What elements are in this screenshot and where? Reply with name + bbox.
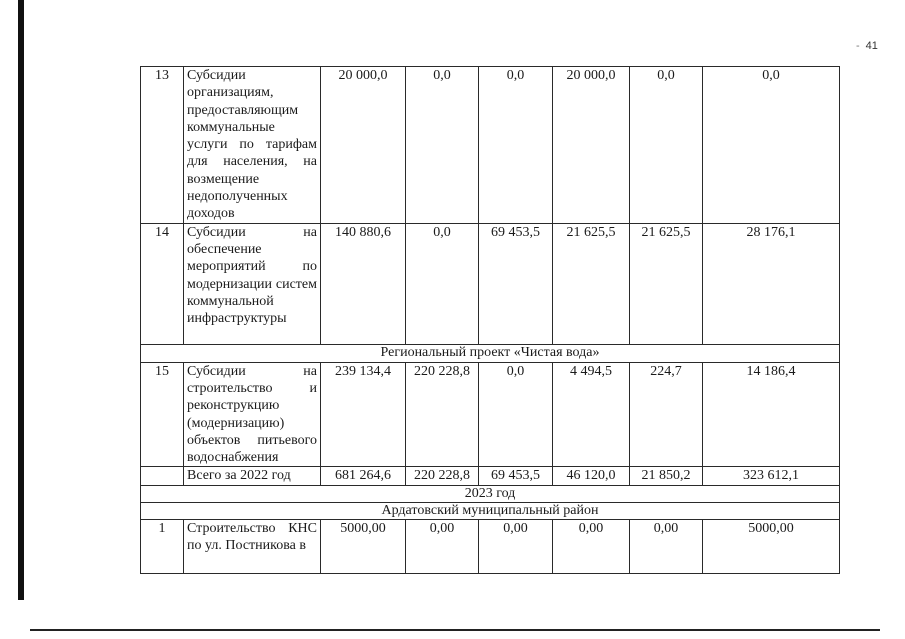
row-name: Строительство КНС по ул. Постникова в: [184, 519, 321, 573]
value-cell: 21 625,5: [553, 223, 630, 344]
total-number-cell: [141, 467, 184, 485]
row-number: 14: [141, 223, 184, 344]
total-row: [141, 467, 840, 485]
value-cell: 4 494,5: [553, 362, 630, 467]
value-cell: 0,0: [703, 67, 840, 224]
section-row: [141, 344, 840, 362]
value-cell: 0,00: [406, 519, 479, 573]
value-cell: 0,0: [479, 67, 553, 224]
value-cell: 21 625,5: [630, 223, 703, 344]
total-value: 46 120,0: [553, 467, 630, 485]
value-cell: 20 000,0: [553, 67, 630, 224]
row-name: Субсидии на строительство и реконструкцию (модернизацию) объектов питьевого водоснабжения: [184, 362, 321, 467]
value-cell: 20 000,0: [321, 67, 406, 224]
total-value: 681 264,6: [321, 467, 406, 485]
row-name: Субсидии на обеспечение мероприятий по модернизации систем коммунальной инфраструктуры: [184, 223, 321, 344]
total-value: 69 453,5: [479, 467, 553, 485]
value-cell: 140 880,6: [321, 223, 406, 344]
total-label: Всего за 2022 год: [184, 467, 321, 485]
total-value: 323 612,1: [703, 467, 840, 485]
value-cell: 28 176,1: [703, 223, 840, 344]
table-row: [141, 519, 840, 573]
page-number: - 41: [856, 40, 878, 52]
value-cell: 5000,00: [703, 519, 840, 573]
value-cell: 220 228,8: [406, 362, 479, 467]
value-cell: 0,0: [630, 67, 703, 224]
binding-edge: [18, 0, 24, 600]
value-cell: 0,00: [630, 519, 703, 573]
value-cell: 0,0: [406, 223, 479, 344]
value-cell: 224,7: [630, 362, 703, 467]
year-row: [141, 485, 840, 502]
value-cell: 0,0: [406, 67, 479, 224]
bottom-rule: [30, 629, 880, 631]
section-title: Региональный проект «Чистая вода»: [141, 344, 840, 362]
budget-table: [140, 66, 840, 574]
row-number: 13: [141, 67, 184, 224]
year-header: 2023 год: [141, 485, 840, 502]
row-number: 1: [141, 519, 184, 573]
table-row: [141, 67, 840, 224]
district-row: [141, 502, 840, 519]
value-cell: 14 186,4: [703, 362, 840, 467]
table-row: [141, 362, 840, 467]
total-value: 220 228,8: [406, 467, 479, 485]
row-number: 15: [141, 362, 184, 467]
district-header: Ардатовский муниципальный район: [141, 502, 840, 519]
row-name: Субсидии организациям, предоставляющим коммунальные услуги по тарифам для населения, на возмещение недополученных доходов: [184, 67, 321, 224]
value-cell: 5000,00: [321, 519, 406, 573]
value-cell: 239 134,4: [321, 362, 406, 467]
value-cell: 69 453,5: [479, 223, 553, 344]
value-cell: 0,00: [479, 519, 553, 573]
total-value: 21 850,2: [630, 467, 703, 485]
value-cell: 0,0: [479, 362, 553, 467]
value-cell: 0,00: [553, 519, 630, 573]
table-row: [141, 223, 840, 344]
